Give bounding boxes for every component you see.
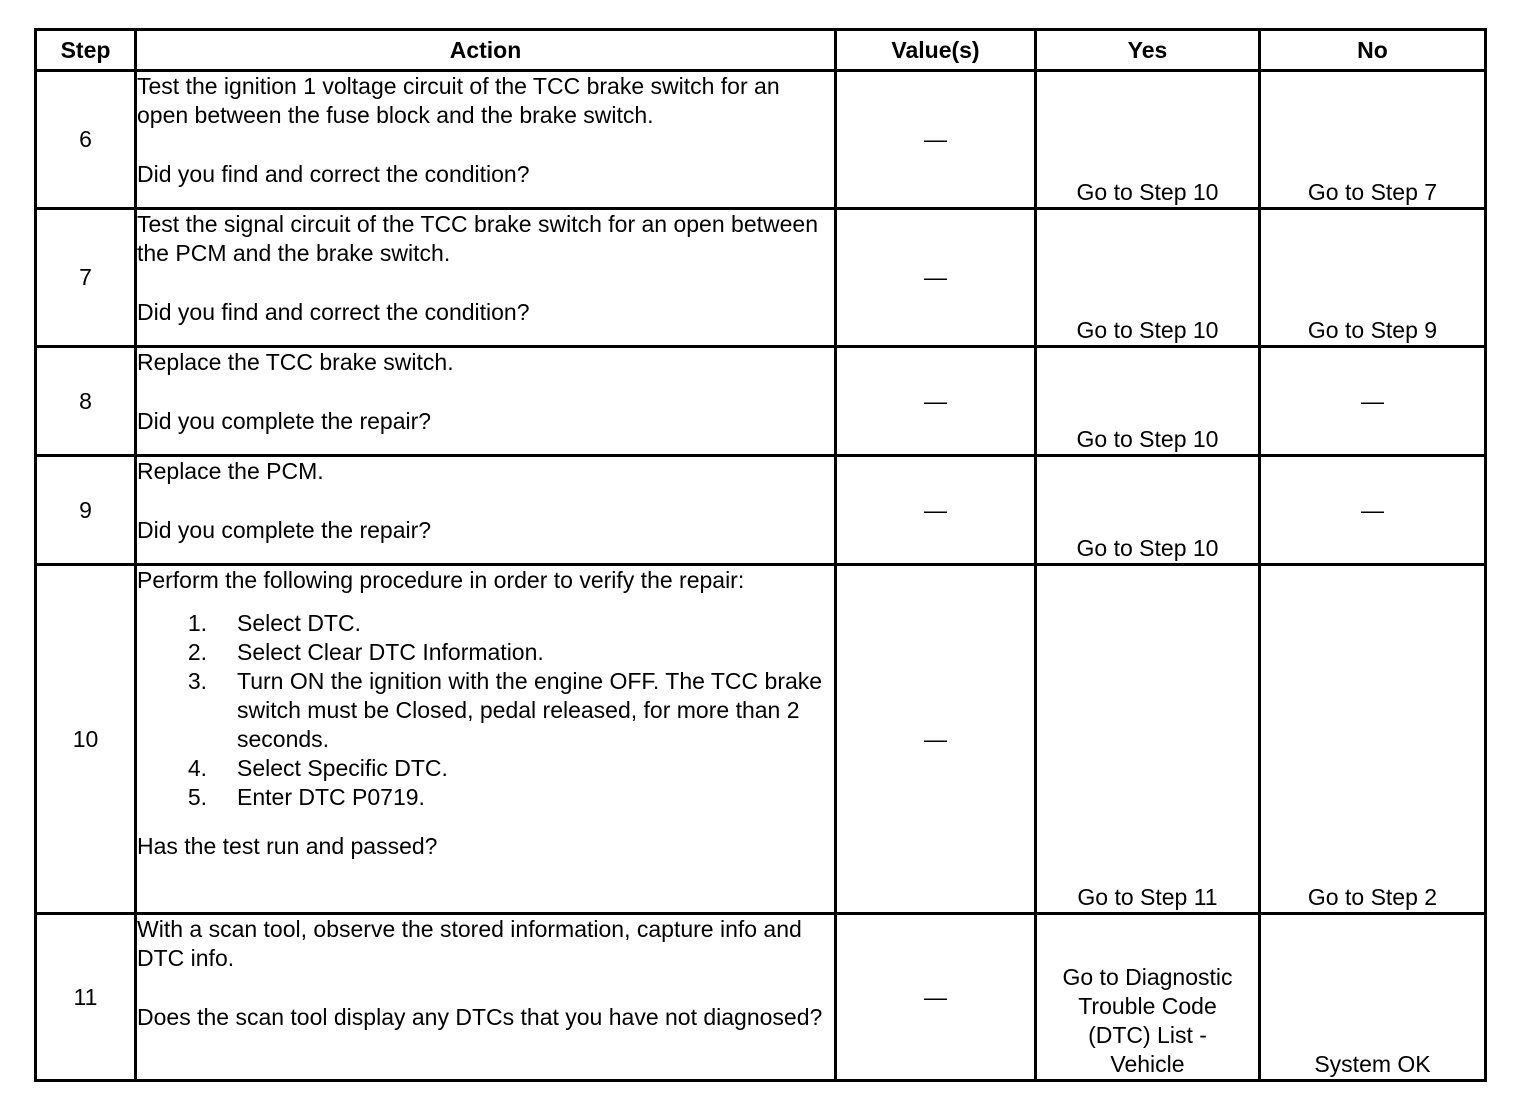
no-cell: System OK (1260, 914, 1486, 1081)
step-number: 7 (36, 209, 136, 347)
header-values: Value(s) (836, 30, 1036, 71)
step-number: 9 (36, 456, 136, 565)
header-no: No (1260, 30, 1486, 71)
table-row (36, 347, 1486, 456)
header-row (36, 30, 1486, 71)
header-action: Action (136, 30, 836, 71)
no-cell: Go to Step 7 (1260, 71, 1486, 209)
action-cell (136, 456, 836, 565)
table-row (36, 71, 1486, 209)
table-row (36, 456, 1486, 565)
no-cell: Go to Step 2 (1260, 565, 1486, 914)
action-question: Did you find and correct the condition? (137, 161, 530, 187)
action-text: Perform the following procedure in order to verify the repair: (137, 567, 745, 593)
action-text: Test the ignition 1 voltage circuit of the TCC brake switch for an open between the fuse block and the brake switch. (137, 73, 780, 128)
table-row (36, 209, 1486, 347)
procedure-list (137, 609, 834, 812)
procedure-item: 5. Enter DTC P0719. (187, 784, 425, 810)
value-cell: — (836, 71, 1036, 209)
header-yes: Yes (1036, 30, 1260, 71)
table-row (36, 914, 1486, 1081)
step-number: 11 (36, 914, 136, 1081)
value-cell: — (836, 347, 1036, 456)
yes-cell: Go to Step 10 (1036, 209, 1260, 347)
action-cell (136, 565, 836, 914)
action-text: Test the signal circuit of the TCC brake switch for an open between the PCM and the brake switch. (137, 211, 818, 266)
action-cell (136, 914, 836, 1081)
yes-cell: Go to Step 11 (1036, 565, 1260, 914)
step-number: 8 (36, 347, 136, 456)
procedure-item: 1. Select DTC. (187, 610, 361, 636)
procedure-item: 4. Select Specific DTC. (187, 755, 448, 781)
yes-cell: Go to Diagnostic Trouble Code (DTC) List - Vehicle (1036, 914, 1260, 1081)
action-cell (136, 209, 836, 347)
no-cell: — (1260, 347, 1486, 456)
action-cell (136, 347, 836, 456)
action-text: Replace the PCM. (137, 458, 324, 484)
procedure-item: 2. Select Clear DTC Information. (187, 639, 544, 665)
table-row (36, 565, 1486, 914)
procedure-item: 3. Turn ON the ignition with the engine OFF. The TCC brake switch must be Closed, pedal released, for more than 2 seconds. (187, 668, 823, 752)
action-text: With a scan tool, observe the stored information, capture info and DTC info. (137, 916, 802, 971)
action-question: Did you complete the repair? (137, 408, 432, 434)
step-number: 10 (36, 565, 136, 914)
action-question: Has the test run and passed? (137, 833, 438, 859)
action-question: Did you find and correct the condition? (137, 299, 530, 325)
action-question: Does the scan tool display any DTCs that you have not diagnosed? (137, 1004, 823, 1030)
diagnostic-table (34, 28, 1487, 1082)
yes-cell: Go to Step 10 (1036, 347, 1260, 456)
action-question: Did you complete the repair? (137, 517, 432, 543)
value-cell: — (836, 914, 1036, 1081)
value-cell: — (836, 456, 1036, 565)
action-text: Replace the TCC brake switch. (137, 349, 454, 375)
yes-cell: Go to Step 10 (1036, 456, 1260, 565)
action-cell (136, 71, 836, 209)
no-cell: Go to Step 9 (1260, 209, 1486, 347)
no-cell: — (1260, 456, 1486, 565)
value-cell: — (836, 565, 1036, 914)
value-cell: — (836, 209, 1036, 347)
header-step: Step (36, 30, 136, 71)
step-number: 6 (36, 71, 136, 209)
yes-cell: Go to Step 10 (1036, 71, 1260, 209)
